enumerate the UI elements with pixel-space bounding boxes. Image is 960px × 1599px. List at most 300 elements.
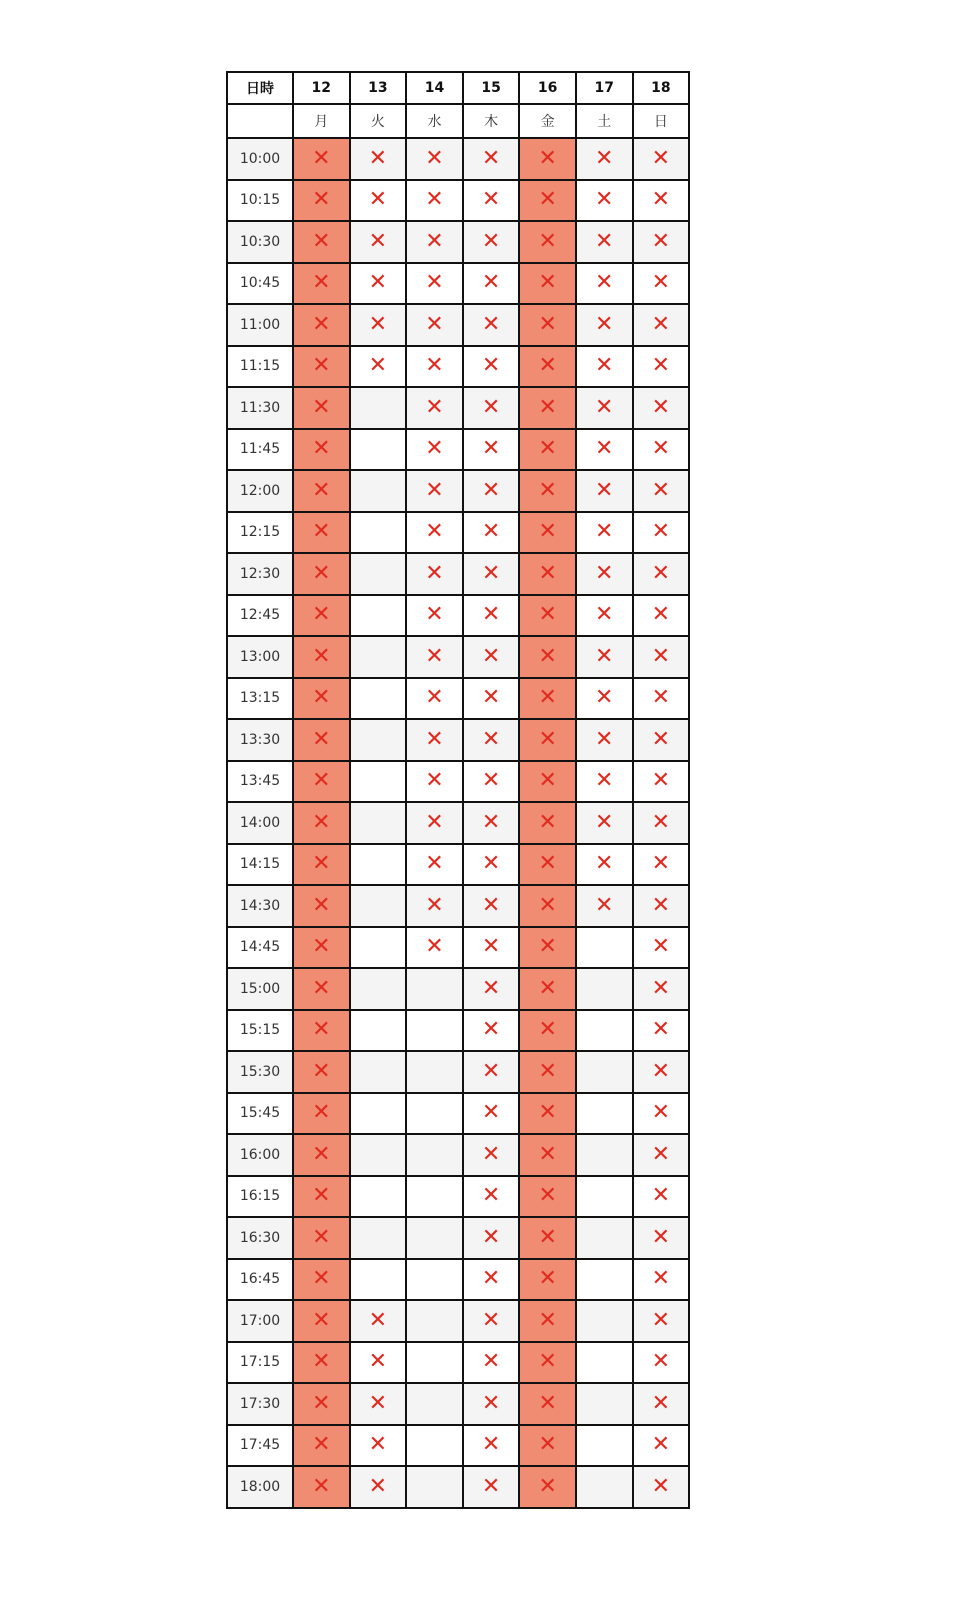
slot-cell: [576, 1010, 633, 1052]
slot-cell: [350, 1217, 407, 1259]
slot-cell: [350, 1176, 407, 1218]
corner-label: 日時: [227, 72, 293, 104]
unavailable-mark-icon: ✕: [425, 892, 444, 918]
slot-cell: [519, 1051, 576, 1093]
slot-cell: [293, 885, 350, 927]
slot-cell: [576, 304, 633, 346]
slot-cell: [406, 304, 463, 346]
unavailable-mark-icon: ✕: [651, 228, 671, 254]
slot-cell: [406, 1300, 463, 1342]
slot-cell: [406, 346, 463, 388]
slot-cell: [519, 761, 576, 803]
unavailable-mark-icon: ✕: [538, 270, 557, 296]
slot-cell: [633, 553, 690, 595]
slot-cell: [406, 1259, 463, 1301]
unavailable-mark-icon: ✕: [368, 311, 388, 337]
slot-cell: [463, 1217, 520, 1259]
unavailable-mark-icon: ✕: [538, 934, 557, 960]
slot-cell: [633, 844, 690, 886]
slot-cell: [463, 221, 520, 263]
slot-cell: [350, 1010, 407, 1052]
weekday-header: 水: [406, 104, 463, 138]
slot-cell: [633, 387, 690, 429]
slot-cell: [406, 553, 463, 595]
weekday-header: 火: [350, 104, 407, 138]
slot-cell: [576, 636, 633, 678]
slot-cell: [633, 263, 690, 305]
weekday-header: 月: [293, 104, 350, 138]
slot-cell: [463, 802, 520, 844]
slot-cell: [576, 346, 633, 388]
slot-cell: [633, 719, 690, 761]
slot-cell: [406, 1466, 463, 1508]
weekday-header: 木: [463, 104, 520, 138]
slot-cell: [519, 1259, 576, 1301]
slot-time: 11:30: [227, 387, 293, 429]
slot-cell: [463, 1342, 520, 1384]
slot-cell: [576, 1093, 633, 1135]
date-row: [227, 72, 689, 104]
slot-row: [227, 553, 689, 595]
slot-cell: [293, 844, 350, 886]
unavailable-mark-icon: ✕: [368, 1432, 388, 1458]
unavailable-mark-icon: ✕: [425, 311, 444, 337]
unavailable-mark-icon: ✕: [312, 1349, 331, 1375]
slot-row: [227, 1383, 689, 1425]
unavailable-mark-icon: ✕: [538, 228, 557, 254]
slot-cell: [633, 927, 690, 969]
slot-cell: [519, 1134, 576, 1176]
slot-cell: [463, 844, 520, 886]
slot-cell: [293, 1010, 350, 1052]
unavailable-mark-icon: ✕: [595, 270, 614, 296]
unavailable-mark-icon: ✕: [425, 353, 444, 379]
slot-cell: [519, 180, 576, 222]
slot-cell: [576, 470, 633, 512]
unavailable-mark-icon: ✕: [425, 851, 444, 877]
slot-cell: [293, 968, 350, 1010]
unavailable-mark-icon: ✕: [312, 436, 331, 462]
slot-cell: [350, 1383, 407, 1425]
slot-cell: [463, 761, 520, 803]
slot-cell: [519, 1217, 576, 1259]
slot-row: [227, 761, 689, 803]
slot-cell: [576, 1051, 633, 1093]
slot-cell: [406, 1134, 463, 1176]
slot-cell: [576, 221, 633, 263]
unavailable-mark-icon: ✕: [481, 1058, 501, 1084]
unavailable-mark-icon: ✕: [312, 1473, 331, 1499]
slot-cell: [633, 802, 690, 844]
slot-cell: [519, 304, 576, 346]
schedule-table: [226, 71, 690, 1509]
unavailable-mark-icon: ✕: [368, 228, 388, 254]
unavailable-mark-icon: ✕: [312, 602, 331, 628]
corner-blank: [227, 104, 293, 138]
unavailable-mark-icon: ✕: [312, 228, 331, 254]
slot-cell: [293, 346, 350, 388]
slot-cell: [350, 1425, 407, 1467]
slot-cell: [293, 263, 350, 305]
slot-time: 15:00: [227, 968, 293, 1010]
unavailable-mark-icon: ✕: [595, 394, 614, 420]
unavailable-mark-icon: ✕: [538, 851, 557, 877]
slot-cell: [293, 470, 350, 512]
unavailable-mark-icon: ✕: [538, 726, 557, 752]
unavailable-mark-icon: ✕: [595, 228, 614, 254]
slot-cell: [576, 180, 633, 222]
slot-cell: [293, 1093, 350, 1135]
slot-cell: [633, 180, 690, 222]
slot-cell: [463, 346, 520, 388]
unavailable-mark-icon: ✕: [595, 560, 614, 586]
slot-time: 10:15: [227, 180, 293, 222]
unavailable-mark-icon: ✕: [481, 1141, 501, 1167]
unavailable-mark-icon: ✕: [481, 270, 501, 296]
unavailable-mark-icon: ✕: [312, 892, 331, 918]
slot-cell: [576, 1425, 633, 1467]
slot-cell: [633, 1051, 690, 1093]
slot-cell: [350, 968, 407, 1010]
slot-cell: [519, 802, 576, 844]
slot-cell: [633, 346, 690, 388]
unavailable-mark-icon: ✕: [651, 1141, 671, 1167]
unavailable-mark-icon: ✕: [651, 851, 671, 877]
slot-cell: [576, 1300, 633, 1342]
unavailable-mark-icon: ✕: [481, 892, 501, 918]
unavailable-mark-icon: ✕: [651, 1017, 671, 1043]
unavailable-mark-icon: ✕: [595, 311, 614, 337]
unavailable-mark-icon: ✕: [481, 934, 501, 960]
unavailable-mark-icon: ✕: [538, 560, 557, 586]
slot-row: [227, 885, 689, 927]
unavailable-mark-icon: ✕: [651, 311, 671, 337]
unavailable-mark-icon: ✕: [538, 975, 557, 1001]
slot-cell: [576, 1466, 633, 1508]
unavailable-mark-icon: ✕: [425, 768, 444, 794]
unavailable-mark-icon: ✕: [538, 436, 557, 462]
slot-row: [227, 221, 689, 263]
slot-cell: [350, 470, 407, 512]
unavailable-mark-icon: ✕: [481, 643, 501, 669]
unavailable-mark-icon: ✕: [538, 1058, 557, 1084]
unavailable-mark-icon: ✕: [651, 394, 671, 420]
slot-time: 17:30: [227, 1383, 293, 1425]
slot-time: 10:45: [227, 263, 293, 305]
unavailable-mark-icon: ✕: [481, 1100, 501, 1126]
slot-cell: [406, 927, 463, 969]
unavailable-mark-icon: ✕: [312, 1224, 331, 1250]
unavailable-mark-icon: ✕: [595, 519, 614, 545]
unavailable-mark-icon: ✕: [481, 228, 501, 254]
slot-cell: [633, 1134, 690, 1176]
slot-time: 13:00: [227, 636, 293, 678]
slot-cell: [633, 1425, 690, 1467]
unavailable-mark-icon: ✕: [425, 145, 444, 171]
unavailable-mark-icon: ✕: [538, 1183, 557, 1209]
date-header: 18: [633, 72, 690, 104]
unavailable-mark-icon: ✕: [481, 1432, 501, 1458]
slot-cell: [350, 1134, 407, 1176]
slot-row: [227, 1259, 689, 1301]
unavailable-mark-icon: ✕: [425, 187, 444, 213]
unavailable-mark-icon: ✕: [651, 1349, 671, 1375]
slot-cell: [576, 761, 633, 803]
slot-cell: [519, 885, 576, 927]
slot-time: 14:00: [227, 802, 293, 844]
slot-cell: [463, 1425, 520, 1467]
slot-row: [227, 429, 689, 471]
unavailable-mark-icon: ✕: [595, 892, 614, 918]
unavailable-mark-icon: ✕: [538, 1473, 557, 1499]
slot-cell: [350, 1259, 407, 1301]
unavailable-mark-icon: ✕: [368, 1307, 388, 1333]
slot-cell: [519, 636, 576, 678]
slot-time: 14:30: [227, 885, 293, 927]
slot-cell: [406, 719, 463, 761]
slot-cell: [463, 553, 520, 595]
unavailable-mark-icon: ✕: [481, 602, 501, 628]
slot-time: 15:45: [227, 1093, 293, 1135]
slot-cell: [406, 636, 463, 678]
slot-cell: [406, 263, 463, 305]
unavailable-mark-icon: ✕: [595, 187, 614, 213]
slot-cell: [406, 180, 463, 222]
slot-cell: [519, 1093, 576, 1135]
slot-cell: [293, 761, 350, 803]
slot-row: [227, 1466, 689, 1508]
slot-cell: [350, 1093, 407, 1135]
unavailable-mark-icon: ✕: [481, 851, 501, 877]
slot-cell: [350, 263, 407, 305]
unavailable-mark-icon: ✕: [368, 187, 388, 213]
slot-cell: [633, 512, 690, 554]
slot-cell: [633, 1176, 690, 1218]
unavailable-mark-icon: ✕: [312, 1390, 331, 1416]
unavailable-mark-icon: ✕: [538, 1017, 557, 1043]
slot-cell: [350, 138, 407, 180]
unavailable-mark-icon: ✕: [312, 1100, 331, 1126]
unavailable-mark-icon: ✕: [312, 726, 331, 752]
weekday-header: 金: [519, 104, 576, 138]
slot-cell: [633, 304, 690, 346]
unavailable-mark-icon: ✕: [651, 1307, 671, 1333]
slot-cell: [350, 512, 407, 554]
slot-cell: [519, 221, 576, 263]
slot-cell: [350, 844, 407, 886]
slot-row: [227, 263, 689, 305]
slot-cell: [406, 512, 463, 554]
unavailable-mark-icon: ✕: [481, 560, 501, 586]
slot-cell: [350, 636, 407, 678]
date-header: 15: [463, 72, 520, 104]
slot-cell: [576, 1342, 633, 1384]
slot-cell: [576, 968, 633, 1010]
slot-time: 16:15: [227, 1176, 293, 1218]
slot-cell: [633, 1010, 690, 1052]
unavailable-mark-icon: ✕: [312, 1183, 331, 1209]
slot-cell: [406, 138, 463, 180]
unavailable-mark-icon: ✕: [481, 1183, 501, 1209]
unavailable-mark-icon: ✕: [312, 1266, 331, 1292]
slot-cell: [293, 927, 350, 969]
unavailable-mark-icon: ✕: [538, 1307, 557, 1333]
unavailable-mark-icon: ✕: [651, 353, 671, 379]
slot-cell: [463, 1051, 520, 1093]
slot-cell: [633, 470, 690, 512]
slot-cell: [576, 387, 633, 429]
unavailable-mark-icon: ✕: [538, 394, 557, 420]
unavailable-mark-icon: ✕: [595, 685, 614, 711]
unavailable-mark-icon: ✕: [538, 519, 557, 545]
slot-row: [227, 595, 689, 637]
slot-cell: [463, 304, 520, 346]
unavailable-mark-icon: ✕: [651, 1183, 671, 1209]
unavailable-mark-icon: ✕: [312, 519, 331, 545]
unavailable-mark-icon: ✕: [481, 1224, 501, 1250]
unavailable-mark-icon: ✕: [538, 1224, 557, 1250]
slot-cell: [293, 678, 350, 720]
slot-cell: [633, 1466, 690, 1508]
unavailable-mark-icon: ✕: [651, 1224, 671, 1250]
slot-time: 14:45: [227, 927, 293, 969]
slot-cell: [576, 1217, 633, 1259]
slot-cell: [293, 304, 350, 346]
slot-row: [227, 719, 689, 761]
unavailable-mark-icon: ✕: [651, 560, 671, 586]
slot-time: 15:15: [227, 1010, 293, 1052]
slot-cell: [293, 1466, 350, 1508]
slot-cell: [633, 1342, 690, 1384]
unavailable-mark-icon: ✕: [538, 1432, 557, 1458]
slot-cell: [633, 429, 690, 471]
unavailable-mark-icon: ✕: [595, 809, 614, 835]
unavailable-mark-icon: ✕: [368, 145, 388, 171]
unavailable-mark-icon: ✕: [425, 934, 444, 960]
slot-cell: [350, 429, 407, 471]
slot-cell: [406, 678, 463, 720]
unavailable-mark-icon: ✕: [651, 1100, 671, 1126]
slot-cell: [463, 1259, 520, 1301]
slot-cell: [576, 1134, 633, 1176]
unavailable-mark-icon: ✕: [312, 1017, 331, 1043]
slot-row: [227, 1093, 689, 1135]
slot-cell: [350, 221, 407, 263]
unavailable-mark-icon: ✕: [312, 643, 331, 669]
slot-cell: [406, 595, 463, 637]
unavailable-mark-icon: ✕: [481, 768, 501, 794]
slot-cell: [350, 1466, 407, 1508]
unavailable-mark-icon: ✕: [595, 643, 614, 669]
slot-cell: [519, 1342, 576, 1384]
slot-cell: [293, 512, 350, 554]
slot-cell: [463, 1466, 520, 1508]
unavailable-mark-icon: ✕: [481, 311, 501, 337]
slot-cell: [350, 387, 407, 429]
slot-cell: [350, 1342, 407, 1384]
unavailable-mark-icon: ✕: [538, 892, 557, 918]
slot-cell: [406, 1425, 463, 1467]
unavailable-mark-icon: ✕: [481, 1307, 501, 1333]
slot-row: [227, 927, 689, 969]
slot-cell: [406, 387, 463, 429]
unavailable-mark-icon: ✕: [538, 477, 557, 503]
date-header: 17: [576, 72, 633, 104]
slot-cell: [463, 1176, 520, 1218]
unavailable-mark-icon: ✕: [651, 1266, 671, 1292]
unavailable-mark-icon: ✕: [538, 643, 557, 669]
slot-time: 13:45: [227, 761, 293, 803]
slot-time: 11:15: [227, 346, 293, 388]
unavailable-mark-icon: ✕: [651, 685, 671, 711]
unavailable-mark-icon: ✕: [425, 519, 444, 545]
slot-cell: [463, 1134, 520, 1176]
slot-row: [227, 387, 689, 429]
slot-time: 13:15: [227, 678, 293, 720]
slot-cell: [633, 761, 690, 803]
slot-row: [227, 304, 689, 346]
slot-cell: [293, 1425, 350, 1467]
unavailable-mark-icon: ✕: [425, 270, 444, 296]
slot-time: 16:30: [227, 1217, 293, 1259]
unavailable-mark-icon: ✕: [368, 270, 388, 296]
unavailable-mark-icon: ✕: [651, 892, 671, 918]
slot-cell: [293, 429, 350, 471]
slot-cell: [463, 595, 520, 637]
slot-cell: [576, 1383, 633, 1425]
unavailable-mark-icon: ✕: [538, 1390, 557, 1416]
slot-cell: [406, 1342, 463, 1384]
slot-row: [227, 1217, 689, 1259]
unavailable-mark-icon: ✕: [481, 726, 501, 752]
slot-cell: [463, 1093, 520, 1135]
slot-cell: [293, 1134, 350, 1176]
slot-cell: [519, 553, 576, 595]
slot-cell: [293, 138, 350, 180]
unavailable-mark-icon: ✕: [538, 1349, 557, 1375]
slot-cell: [293, 1383, 350, 1425]
date-header: 12: [293, 72, 350, 104]
slot-cell: [519, 1176, 576, 1218]
unavailable-mark-icon: ✕: [425, 809, 444, 835]
slot-cell: [293, 221, 350, 263]
unavailable-mark-icon: ✕: [481, 809, 501, 835]
slot-cell: [519, 387, 576, 429]
slot-cell: [350, 678, 407, 720]
slot-time: 11:00: [227, 304, 293, 346]
slot-cell: [576, 263, 633, 305]
slot-cell: [293, 1300, 350, 1342]
slot-row: [227, 968, 689, 1010]
slot-cell: [519, 263, 576, 305]
unavailable-mark-icon: ✕: [651, 270, 671, 296]
slot-cell: [519, 138, 576, 180]
slot-cell: [633, 1217, 690, 1259]
slot-cell: [633, 1093, 690, 1135]
slot-cell: [519, 512, 576, 554]
slot-cell: [463, 512, 520, 554]
slot-time: 16:45: [227, 1259, 293, 1301]
unavailable-mark-icon: ✕: [538, 768, 557, 794]
weekday-row: [227, 104, 689, 138]
slot-cell: [576, 1259, 633, 1301]
slot-cell: [406, 1093, 463, 1135]
slot-cell: [519, 1383, 576, 1425]
slot-time: 10:30: [227, 221, 293, 263]
slot-cell: [576, 844, 633, 886]
unavailable-mark-icon: ✕: [368, 1473, 388, 1499]
slot-cell: [576, 927, 633, 969]
